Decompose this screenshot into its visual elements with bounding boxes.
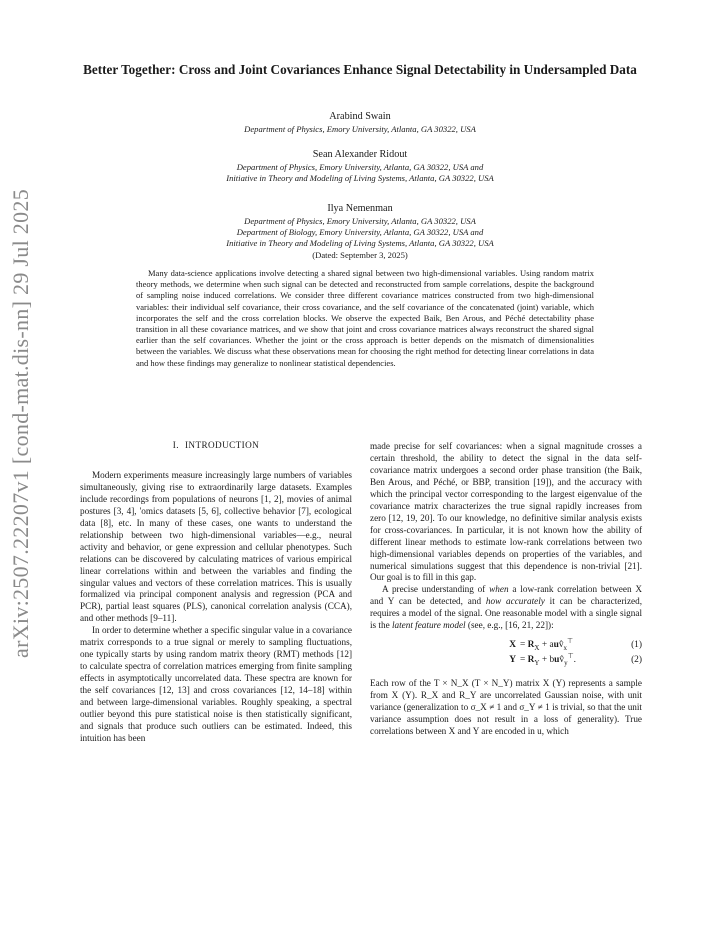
author-affiliation: Department of Biology, Emory University, Atlanta, GA 30322, USA and bbox=[236, 227, 484, 238]
equation-number: (2) bbox=[631, 654, 642, 665]
author-affiliation: Initiative in Theory and Modeling of Living Systems, Atlanta, GA 30322, USA bbox=[226, 238, 494, 249]
section-number: I. bbox=[172, 440, 179, 450]
equation-rhs: = $R_X$ + $auv̂_x^⊤$ bbox=[520, 637, 574, 653]
equation-block bbox=[370, 638, 642, 668]
paper-title: Better Together: Cross and Joint Covariances Enhance Signal Detectability in Undersampled Data bbox=[83, 62, 637, 77]
arxiv-side-stamp: arXiv:2507.22207v1 [cond-mat.dis-nn] 29 Jul 2025 bbox=[8, 188, 33, 658]
author-affiliation: Department of Physics, Emory University, Atlanta, GA 30322, USA bbox=[244, 216, 476, 226]
author-block-1 bbox=[80, 110, 640, 135]
author-affiliation: Department of Physics, Emory University, Atlanta, GA 30322, USA and bbox=[236, 162, 484, 172]
abstract: Many data-science applications involve detecting a shared signal between two high-dimensional variables. Using random matrix theory methods, we determine when such signal can be detected and reconstructed from sample correlations, despite the background of sampling noise induced correlations. We consider three different covariance matrices constructed from two high-dimensional variables: their individual self covariance, their cross covariance, and the self covariance of the concatenated (joint) variable, which incorporates the self and the cross correlation blocks. We observe the expected Baik, Ben Arous, and Péché detectability phase transition in all these covariance matrices, and we show that joint and cross covariance matrices always reconstruct the shared signal earlier than the self covariances. Whether the joint or the cross approach is better depends on the mismatch of dimensionalities between the variables. We discuss what these observations mean for choosing the right method for detecting linear correlations in data and how these findings may generalize to nonlinear statistical dependencies. bbox=[136, 268, 594, 368]
author-block-2 bbox=[80, 148, 640, 184]
right-column bbox=[370, 441, 642, 738]
author-block-3 bbox=[80, 202, 640, 261]
section-heading bbox=[80, 440, 352, 452]
author-affiliation: Department of Physics, Emory University, Atlanta, GA 30322, USA bbox=[244, 124, 476, 134]
body-paragraph: In order to determine whether a specific singular value in a covariance matrix corresponds to a true signal or merely to sampling fluctuations, one typically starts by using random matrix theory (RMT) methods [12] to calculate spectra of correlation matrices emerging from finite sampling effects in asymptotically uncorrelated data. These spectra are known for the self covariances [12, 13] and cross covariances [12, 14–18] within and between large-dimensional variables. Roughly speaking, a spectral outlier beyond this pure statistical noise is then statistically significant, and signals that produce such outliers can be estimated. Indeed, this intuition has been bbox=[80, 625, 352, 743]
author-name: Ilya Nemenman bbox=[327, 203, 393, 214]
equation-lhs: Y bbox=[509, 654, 516, 665]
equation-lhs: X bbox=[509, 639, 516, 650]
equation-rhs: = $R_Y$ + $buv̂_y^⊤$. bbox=[520, 652, 577, 668]
author-name: Sean Alexander Ridout bbox=[312, 149, 408, 160]
equation-number: (1) bbox=[631, 639, 642, 650]
dated-line: (Dated: September 3, 2025) bbox=[312, 249, 408, 260]
body-paragraph: Each row of the T × N_X (T × N_Y) matrix X (Y) represents a sample from X (Y). R_X and R_Y are uncorrelated Gaussian noise, with unit variance (generalization to σ_X ≠ 1 and σ_Y ≠ 1 is trivial, so that the unit variance assumption does not result in a loss of generality). True correlations between X and Y are encoded in u, which bbox=[370, 678, 642, 737]
body-paragraph: A precise understanding of when a low-rank correlation between X and Y can be detected, and how accurately it can be characterized, requires a model of the signal. One reasonable model with a single signal is the latent feature model (see, e.g., [16, 21, 22]): bbox=[370, 584, 642, 631]
equation-2 bbox=[370, 653, 642, 668]
left-column bbox=[80, 440, 352, 745]
author-affiliation: Initiative in Theory and Modeling of Living Systems, Atlanta, GA 30322, USA bbox=[226, 173, 494, 184]
body-paragraph: made precise for self covariances: when a signal magnitude crosses a certain threshold, the ability to detect the signal in the data self-covariance matrix undergoes a second order phase transition (the Baik, Ben Arous, and Péché, or BBP, transition [19]), and the accuracy with which the principal vector corresponding to the largest eigenvalue of the covariance matrix characterizes the true signal rapidly increases from zero [12, 19, 20]. To our knowledge, no definitive similar analysis exists for cross-covariances. In particular, it is not known how the ability of different linear methods to estimate low-rank correlations between two high-dimensional variables depends on properties of the variables, and numerical simulations suggest that this dependence is non-trivial [21]. Our goal is to fill in this gap. bbox=[370, 441, 642, 583]
body-paragraph: Modern experiments measure increasingly large numbers of variables simultaneously, giving rise to extraordinarily large datasets. Examples include recordings from populations of neurons [1, 2], movies of animal postures [3, 4], 'omics datasets [5, 6], collective behavior [7], ecological data [8], etc. In many of these cases, one wants to understand the relationship between two high-dimensional variables—e.g., neural activity and behavior, or gene expression and cellular phenotypes. Such relations can be discovered by calculating matrices of various empirical linear correlations within and between the variables and finding the singular values and vectors of these correlation matrices. This is usually formalized via principal component analysis and regression (PCA and PCR), partial least squares (PLS), canonical correlation analysis (CCA), and other methods [9–11]. bbox=[80, 469, 352, 624]
author-name: Arabind Swain bbox=[329, 111, 391, 122]
section-title: INTRODUCTION bbox=[184, 440, 260, 450]
